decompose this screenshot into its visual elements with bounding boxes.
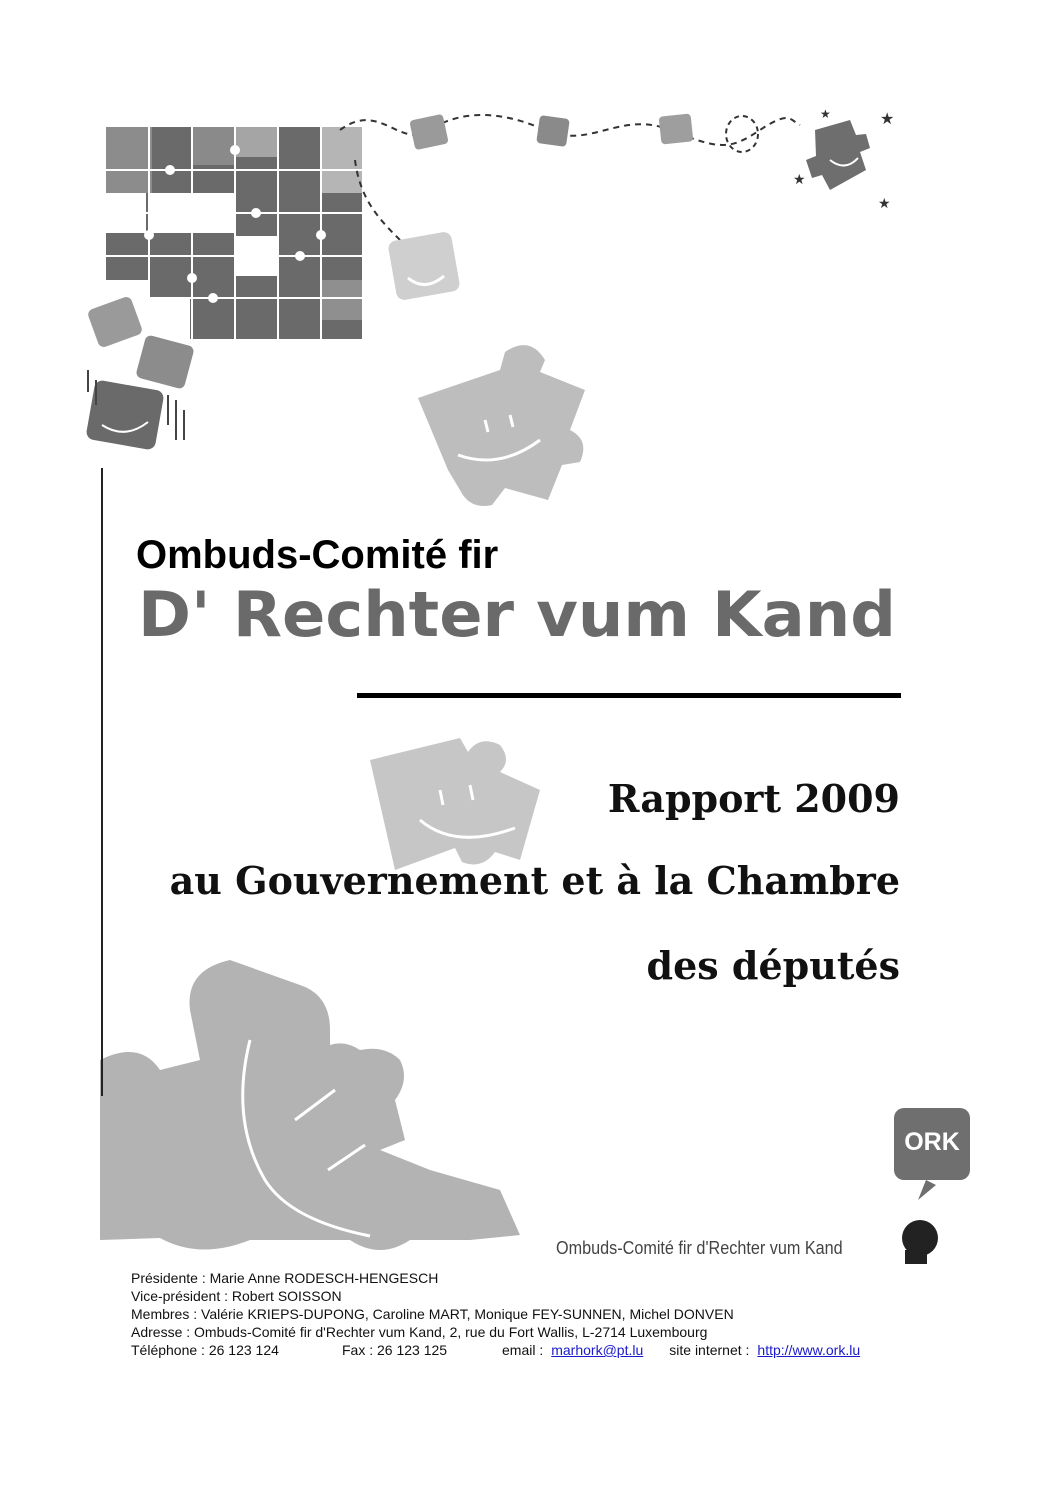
vice-president-line: Vice-président : Robert SOISSON: [131, 1288, 342, 1304]
ork-logo-head: [902, 1180, 938, 1264]
report-title: Rapport 2009: [607, 776, 900, 821]
puzzle-grid: [106, 127, 362, 339]
contact-line: [131, 1341, 860, 1359]
telephone: Téléphone : 26 123 124: [131, 1342, 279, 1358]
puzzle-piece-mid: [418, 345, 585, 506]
presidente-line: Présidente : Marie Anne RODESCH-HENGESCH: [131, 1270, 439, 1286]
flying-pieces: [387, 107, 894, 301]
fax: Fax : 26 123 125: [342, 1342, 448, 1358]
vertical-rule: [101, 468, 103, 1096]
puzzle-piece-large: [100, 960, 520, 1250]
org-title-line2: D' Rechter vum Kand: [138, 578, 896, 648]
puzzle-piece-center: [370, 738, 540, 870]
svg-text:★: ★: [878, 196, 891, 212]
report-subtitle-line1: au Gouvernement et à la Chambre: [169, 858, 900, 903]
email-link[interactable]: marhork@pt.lu: [551, 1342, 644, 1358]
svg-text:★: ★: [820, 107, 831, 121]
org-title-logotype: [138, 578, 898, 648]
ork-badge-text: ORK: [904, 1128, 960, 1156]
logo-org-name: Ombuds-Comité fir d'Rechter vum Kand: [556, 1238, 843, 1258]
website-link[interactable]: http://www.ork.lu: [757, 1342, 861, 1358]
site-label: site internet :: [669, 1342, 750, 1358]
email-label: email :: [502, 1342, 544, 1358]
report-subtitle-line2: des députés: [646, 943, 900, 988]
ork-badge: [894, 1108, 970, 1180]
svg-text:★: ★: [793, 172, 806, 188]
org-title: Ombuds-Comité fir: [136, 533, 499, 577]
membres-line: Membres : Valérie KRIEPS-DUPONG, Caroline MART, Monique FEY-SUNNEN, Michel DONVEN: [131, 1306, 734, 1322]
horizontal-rule: [357, 693, 901, 698]
svg-text:★: ★: [880, 109, 895, 128]
contact-info: [131, 1269, 860, 1359]
adresse-line: Adresse : Ombuds-Comité fir d'Rechter vum Kand, 2, rue du Fort Wallis, L-2714 Luxembourg: [131, 1324, 708, 1340]
